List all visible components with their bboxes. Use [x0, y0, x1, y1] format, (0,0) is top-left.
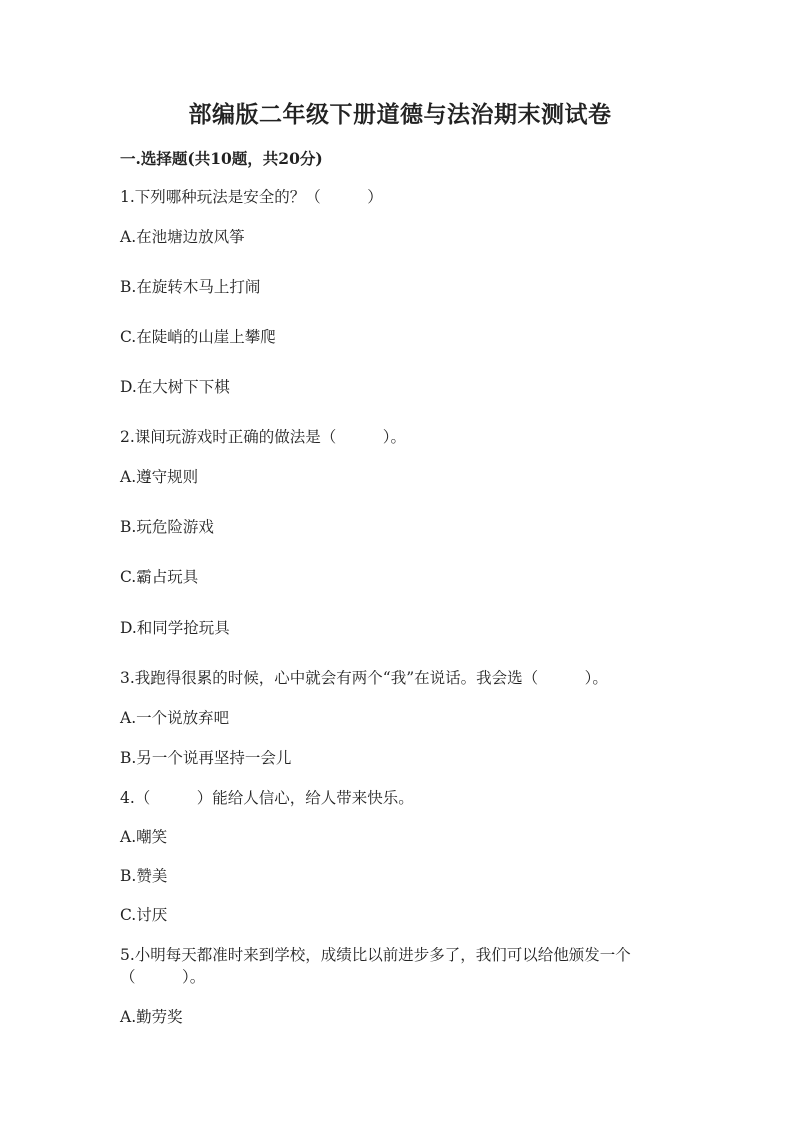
question-5-option-a[interactable]: A.勤劳奖 [120, 1008, 183, 1026]
page-title: 部编版二年级下册道德与法治期末测试卷 [188, 101, 612, 128]
section-heading: 一.选择题(共10题，共20分) [120, 149, 323, 168]
question-3-stem: 3.我跑得很累的时候，心中就会有两个“我”在说话。我会选（ ）。 [120, 669, 608, 687]
question-1-option-a[interactable]: A.在池塘边放风筝 [120, 228, 245, 246]
question-5-stem-continued: （ ）。 [120, 968, 206, 986]
question-2-option-c[interactable]: C.霸占玩具 [120, 568, 199, 586]
question-4-option-a[interactable]: A.嘲笑 [120, 828, 168, 846]
question-2-stem: 2.课间玩游戏时正确的做法是（ ）。 [120, 428, 407, 446]
question-4-stem: 4.（ ）能给人信心，给人带来快乐。 [120, 789, 414, 807]
question-4-option-c[interactable]: C.讨厌 [120, 906, 168, 924]
question-3-option-b[interactable]: B.另一个说再坚持一会儿 [120, 749, 292, 767]
question-2-option-b[interactable]: B.玩危险游戏 [120, 518, 214, 536]
question-4-option-b[interactable]: B.赞美 [120, 867, 168, 885]
question-2-option-d[interactable]: D.和同学抢玩具 [120, 619, 230, 637]
question-2-option-a[interactable]: A.遵守规则 [120, 468, 199, 486]
question-1-option-d[interactable]: D.在大树下下棋 [120, 378, 230, 396]
question-1-option-c[interactable]: C.在陡峭的山崖上攀爬 [120, 328, 276, 346]
question-1-option-b[interactable]: B.在旋转木马上打闹 [120, 278, 261, 296]
question-1-stem: 1.下列哪种玩法是安全的？（ ） [120, 188, 383, 206]
question-5-stem: 5.小明每天都准时来到学校，成绩比以前进步多了，我们可以给他颁发一个 [120, 946, 631, 964]
question-3-option-a[interactable]: A.一个说放弃吧 [120, 709, 230, 727]
